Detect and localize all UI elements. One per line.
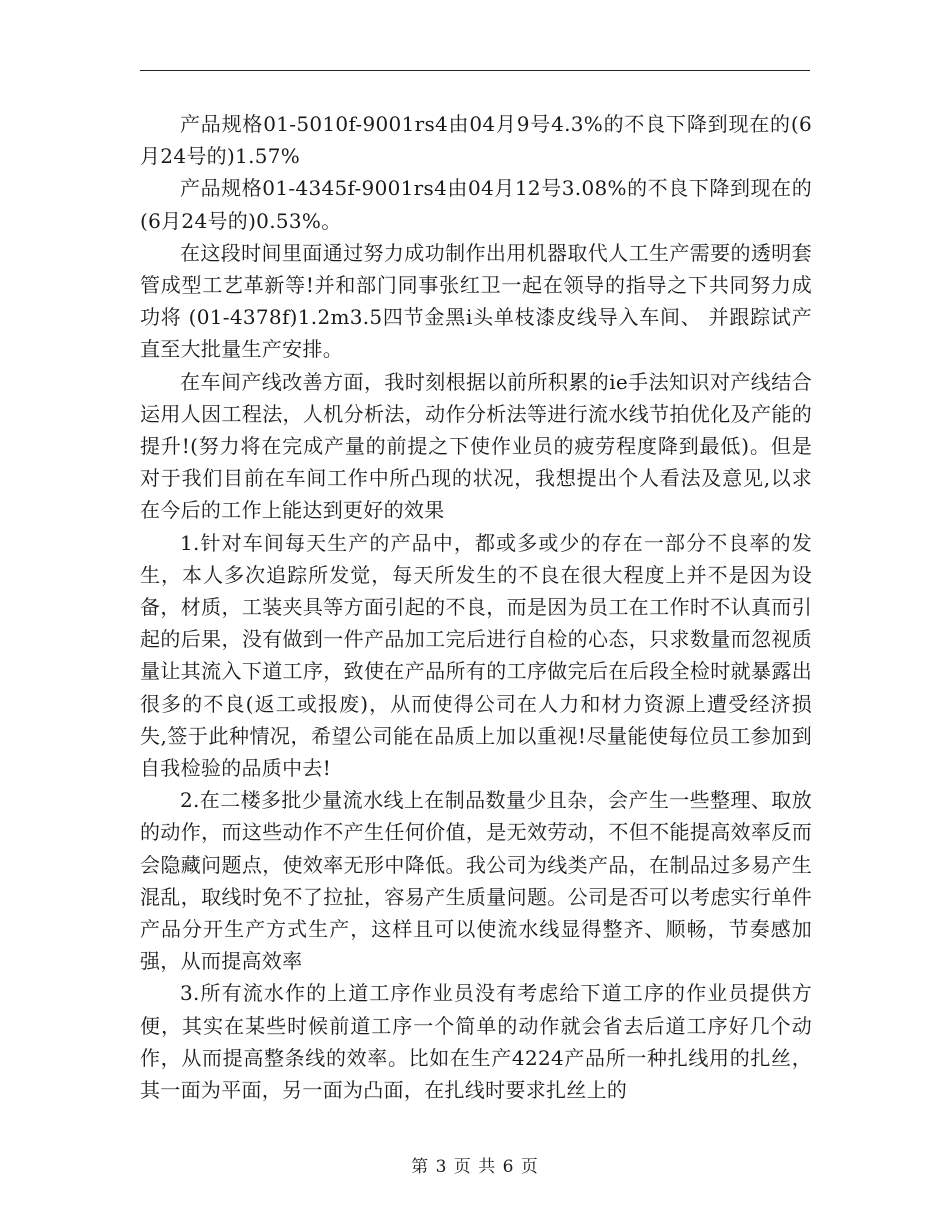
paragraph-spec-5010f: 产品规格01-5010f-9001rs4由04月9号4.3%的不良下降到现在的(6月24号的)1.57% xyxy=(140,112,812,169)
paragraph-process-innovation: 在这段时间里面通过努力成功制作出用机器取代人工生产需要的透明套管成型工艺革新等!并和部门同事张红卫一起在领导的指导之下共同努力成功将 (01-4378f)1.2m3.5四节金黑i头单枝漆皮线导入车间、 并跟踪试产直至大批量生产安排。 xyxy=(140,240,812,362)
paragraph-point-3: 3.所有流水作的上道工序作业员没有考虑给下道工序的作业员提供方便，其实在某些时候前道工序一个简单的动作就会省去后道工序好几个动作，从而提高整条线的效率。比如在生产4224产品所一种扎线用的扎丝，其一面为平面，另一面为凸面，在扎线时要求扎丝上的 xyxy=(140,981,812,1103)
paragraph-line-improvement: 在车间产线改善方面，我时刻根据以前所积累的ie手法知识对产线结合运用人因工程法，人机分析法，动作分析法等进行流水线节拍优化及产能的提升!(努力将在完成产量的前提之下使作业员的疲劳程度降到最低)。但是对于我们目前在车间工作中所凸现的状况，我想提出个人看法及意见,以求在今后的工作上能达到更好的效果 xyxy=(140,369,812,523)
header-rule xyxy=(140,70,810,71)
document-body xyxy=(140,108,812,1106)
paragraph-point-2: 2.在二楼多批少量流水线上在制品数量少且杂，会产生一些整理、取放的动作，而这些动作不产生任何价值，是无效劳动，不但不能提高效率反而会隐藏问题点，使效率无形中降低。我公司为线类产品，在制品过多易产生混乱，取线时免不了拉扯，容易产生质量问题。公司是否可以考虑实行单件产品分开生产方式生产，这样且可以使流水线显得整齐、顺畅，节奏感加强，从而提高效率 xyxy=(140,788,812,974)
page-number-footer: 第 3 页 共 6 页 xyxy=(411,1157,539,1177)
paragraph-spec-4345f: 产品规格01-4345f-9001rs4由04月12号3.08%的不良下降到现在的(6月24号的)0.53%。 xyxy=(140,176,812,233)
paragraph-point-1: 1.针对车间每天生产的产品中，都或多或少的存在一部分不良率的发生，本人多次追踪所发觉，每天所发生的不良在很大程度上并不是因为设备，材质，工装夹具等方面引起的不良，而是因为员工在工作时不认真而引起的后果，没有做到一件产品加工完后进行自检的心态，只求数量而忽视质量让其流入下道工序，致使在产品所有的工序做完后在后段全检时就暴露出很多的不良(返工或报废)，从而使得公司在人力和材力资源上遭受经济损失,签于此种情况，希望公司能在品质上加以重视!尽量能使每位员工参加到自我检验的品质中去! xyxy=(140,530,812,781)
